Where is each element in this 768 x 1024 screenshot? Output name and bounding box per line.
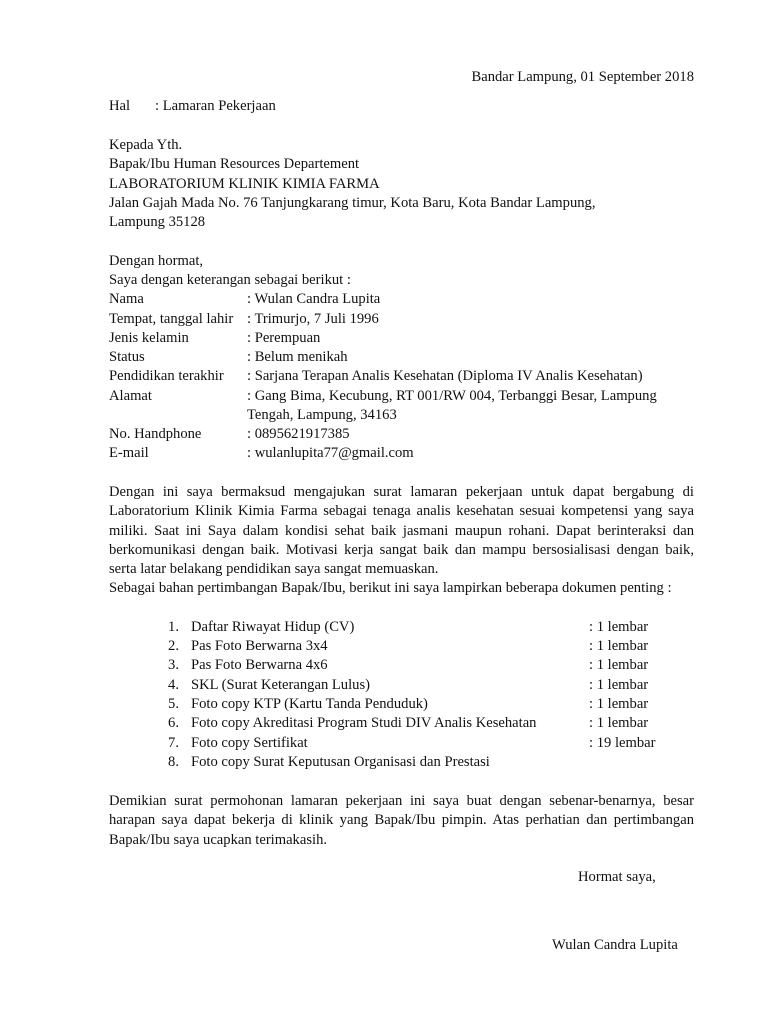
body-paragraph: Dengan ini saya bermaksud mengajukan surat lamaran pekerjaan untuk dapat bergabung di Laboratorium Klinik Kimia Farma sebagai tenaga analis kesehatan sesuai kompetensi yang saya miliki. Saat ini Saya dalam kondisi sehat baik jasmani maupun rohani. Dapat berinteraksi dan berkomunikasi dengan baik. Motivasi kerja sangat baik dan mampu bersosialisasi dengan baik, serta latar belakang pendidikan saya sangat memuaskan. (109, 484, 694, 578)
detail-value: : wulanlupita77@gmail.com (247, 445, 414, 461)
detail-value: : Wulan Candra Lupita (247, 291, 381, 307)
detail-label: No. Handphone (109, 426, 202, 442)
item-number: 7. (168, 735, 179, 751)
subject-value: : Lamaran Pekerjaan (155, 98, 276, 114)
item-name: Pas Foto Berwarna 3x4 (191, 638, 328, 654)
item-name: Daftar Riwayat Hidup (CV) (191, 619, 355, 635)
item-quantity: : 1 lembar (589, 677, 649, 693)
item-quantity: : 1 lembar (589, 638, 649, 654)
detail-value: : Perempuan (247, 330, 321, 346)
closing-paragraph: Demikian surat permohonan lamaran pekerjaan ini saya buat dengan sebenar-benarnya, besar harapan saya dapat bekerja di klinik yang Bapak/Ibu pimpin. Atas perhatian dan pertimbangan Bapak/Ibu saya ucapkan terimakasih. (109, 793, 694, 848)
detail-label: Nama (109, 291, 144, 307)
detail-label: Pendidikan terakhir (109, 368, 224, 384)
item-quantity: : 1 lembar (589, 657, 649, 673)
item-name: Foto copy KTP (Kartu Tanda Penduduk) (191, 696, 428, 712)
item-number: 5. (168, 696, 179, 712)
item-name: Foto copy Akreditasi Program Studi DIV Analis Kesehatan (191, 715, 537, 731)
detail-label: E-mail (109, 445, 149, 461)
detail-value: : Trimurjo, 7 Juli 1996 (247, 311, 379, 327)
detail-value: : Sarjana Terapan Analis Kesehatan (Diploma IV Analis Kesehatan) (247, 368, 643, 384)
detail-value: : Belum menikah (247, 349, 348, 365)
recipient-line: Kepada Yth. (109, 137, 183, 153)
item-name: SKL (Surat Keterangan Lulus) (191, 677, 370, 693)
item-number: 8. (168, 754, 179, 770)
detail-label: Jenis kelamin (109, 330, 189, 346)
sign-off: Hormat saya, (578, 869, 656, 885)
item-quantity: : 1 lembar (589, 619, 649, 635)
detail-value: : Gang Bima, Kecubung, RT 001/RW 004, Terbanggi Besar, Lampung (247, 388, 657, 404)
item-name: Pas Foto Berwarna 4x6 (191, 657, 328, 673)
item-name: Foto copy Sertifikat (191, 735, 308, 751)
detail-value-continued: Tengah, Lampung, 34163 (247, 407, 397, 423)
item-number: 3. (168, 657, 179, 673)
item-quantity: : 1 lembar (589, 715, 649, 731)
item-quantity: : 19 lembar (589, 735, 656, 751)
greeting: Dengan hormat, (109, 253, 204, 269)
item-number: 4. (168, 677, 179, 693)
recipient-line: LABORATORIUM KLINIK KIMIA FARMA (109, 176, 380, 192)
detail-label: Status (109, 349, 145, 365)
recipient-line: Lampung 35128 (109, 214, 206, 230)
item-number: 6. (168, 715, 179, 731)
detail-label: Tempat, tanggal lahir (109, 311, 234, 327)
intro-text: Saya dengan keterangan sebagai berikut : (109, 272, 351, 288)
item-name: Foto copy Surat Keputusan Organisasi dan Prestasi (191, 754, 490, 770)
detail-label: Alamat (109, 388, 152, 404)
detail-value: : 0895621917385 (247, 426, 350, 442)
recipient-line: Bapak/Ibu Human Resources Departement (109, 156, 360, 172)
attachments-intro: Sebagai bahan pertimbangan Bapak/Ibu, berikut ini saya lampirkan beberapa dokumen penting : (109, 580, 672, 596)
signer-name: Wulan Candra Lupita (552, 937, 678, 953)
item-number: 1. (168, 619, 179, 635)
item-number: 2. (168, 638, 179, 654)
subject-label: Hal (109, 98, 131, 114)
recipient-line: Jalan Gajah Mada No. 76 Tanjungkarang timur, Kota Baru, Kota Bandar Lampung, (109, 195, 596, 211)
place-date: Bandar Lampung, 01 September 2018 (471, 69, 694, 85)
item-quantity: : 1 lembar (589, 696, 649, 712)
